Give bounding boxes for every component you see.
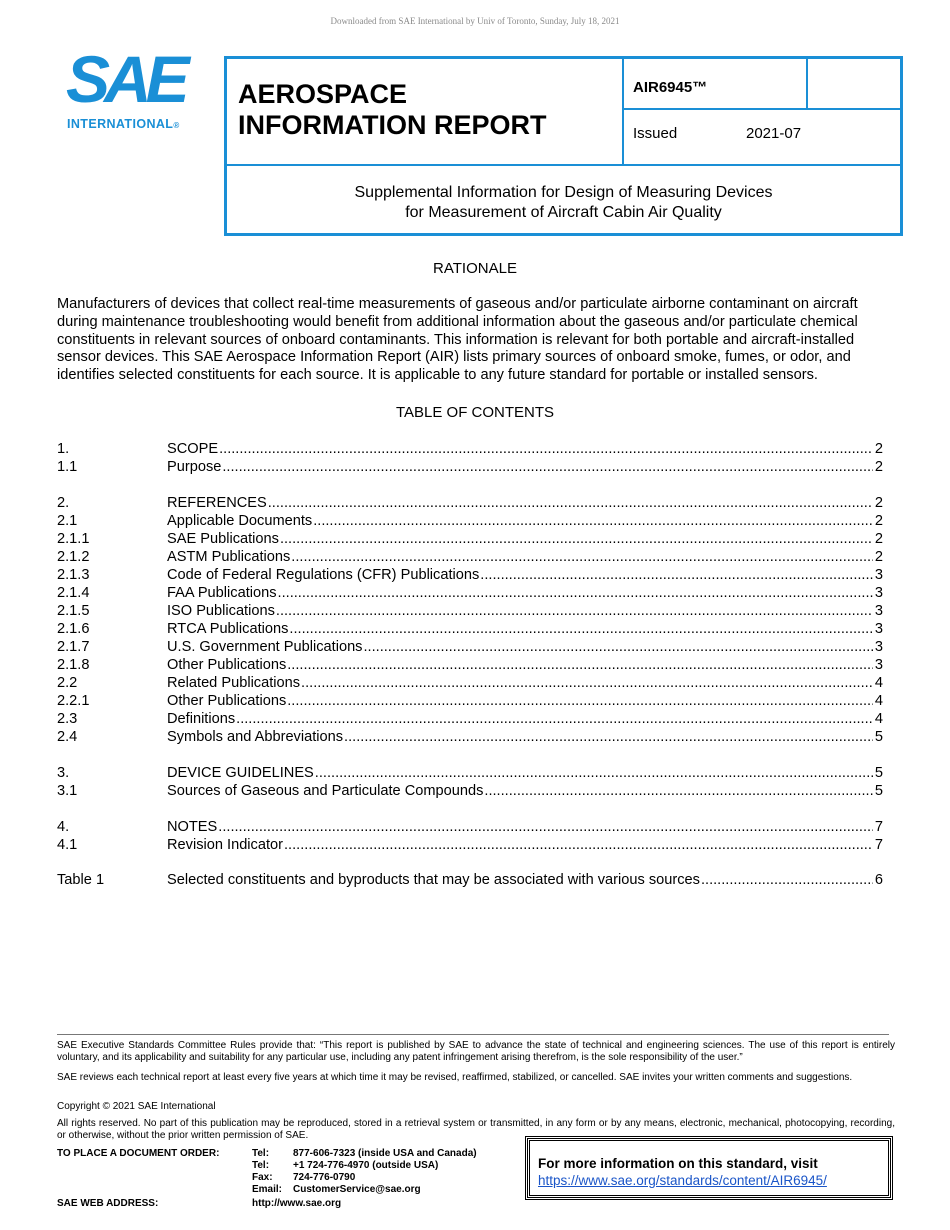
- toc-number: 2.2.1: [57, 693, 90, 709]
- toc-number: 2.1.2: [57, 549, 90, 565]
- logo-subtitle: INTERNATIONAL®: [67, 117, 180, 131]
- review-notice: SAE reviews each technical report at least every five years at which time it may be revised, reaffirmed, stabilized, or cancelled. SAE invites your written comments and suggestions.: [57, 1072, 853, 1083]
- toc-title: RTCA Publications: [167, 621, 289, 637]
- toc-title: Code of Federal Regulations (CFR) Publications: [167, 567, 480, 583]
- toc-leader: [167, 458, 883, 476]
- toc-page-number: 3: [874, 621, 883, 637]
- toc-leader: [167, 764, 883, 782]
- contact-label: Fax:: [252, 1172, 273, 1183]
- blank-cell: [808, 59, 900, 110]
- toc-page-number: 3: [874, 639, 883, 655]
- toc-page-number: 2: [874, 495, 883, 511]
- contact-label: Tel:: [252, 1148, 270, 1159]
- toc-leader: [167, 638, 883, 656]
- logo-wordmark: SAE: [66, 42, 184, 116]
- toc-title: FAA Publications: [167, 585, 277, 601]
- web-label: SAE WEB ADDRESS:: [57, 1198, 159, 1209]
- toc-title: Purpose: [167, 459, 222, 475]
- toc-entry[interactable]: [57, 836, 883, 854]
- toc-leader: [167, 602, 883, 620]
- toc-title: Applicable Documents: [167, 513, 313, 529]
- toc-entry[interactable]: [57, 566, 883, 584]
- toc-number: 3.1: [57, 783, 78, 799]
- toc-entry[interactable]: [57, 584, 883, 602]
- rationale-text: Manufacturers of devices that collect real-time measurements of gaseous and/or particulate airborne contaminant on aircraft during maintenance troubleshooting would benefit from additional information about the gaseous and/or particulate chemical constituents in relevant sources of onboard contaminants. This information is relevant for both portable and aircraft-installed sensor devices. This SAE Aerospace Information Report (AIR) lists primary sources of onboard smoke, fumes, or odor, and identifies selected constituents for each source. It is applicable to any future standard for portable or installed sensors.: [57, 296, 858, 384]
- more-info-box: [527, 1138, 891, 1198]
- toc-leader: [167, 512, 883, 530]
- toc-number: 2.3: [57, 711, 78, 727]
- toc-number: 2.1.8: [57, 657, 90, 673]
- toc-entry[interactable]: [57, 710, 883, 728]
- toc-page-number: 2: [874, 531, 883, 547]
- toc-title: Other Publications: [167, 693, 287, 709]
- issued-date: 2021-07: [746, 125, 802, 142]
- toc-entry[interactable]: [57, 602, 883, 620]
- toc-title: Symbols and Abbreviations: [167, 729, 344, 745]
- toc-page-number: 6: [874, 872, 883, 888]
- toc-leader: [167, 584, 883, 602]
- toc-heading: TABLE OF CONTENTS: [395, 404, 555, 421]
- toc-page-number: 7: [874, 837, 883, 853]
- toc-page-number: 4: [874, 711, 883, 727]
- toc-page-number: 3: [874, 657, 883, 673]
- toc-page-number: 3: [874, 585, 883, 601]
- contact-label: Email:: [252, 1184, 283, 1195]
- toc-leader: [167, 566, 883, 584]
- web-address[interactable]: http://www.sae.org: [252, 1198, 342, 1209]
- toc-leader: [167, 656, 883, 674]
- toc-entry[interactable]: [57, 728, 883, 746]
- toc-entry[interactable]: [57, 782, 883, 800]
- footer-divider: [57, 1034, 889, 1035]
- toc-number: 2.4: [57, 729, 78, 745]
- contact-value[interactable]: CustomerService@sae.org: [293, 1184, 421, 1195]
- toc-title: NOTES: [167, 819, 218, 835]
- toc-title: Selected constituents and byproducts that may be associated with various sources: [167, 872, 700, 888]
- toc-title: Other Publications: [167, 657, 287, 673]
- toc-entry[interactable]: [57, 638, 883, 656]
- more-info-title: For more information on this standard, visit: [538, 1156, 818, 1171]
- toc-leader: [167, 494, 883, 512]
- toc-title: U.S. Government Publications: [167, 639, 363, 655]
- contact-value: +1 724-776-4970 (outside USA): [293, 1160, 439, 1171]
- toc-title: SAE Publications: [167, 531, 279, 547]
- toc-leader: [167, 782, 883, 800]
- document-title: [227, 166, 900, 233]
- toc-number: 3.: [57, 765, 70, 781]
- doc-id-cell: [624, 59, 808, 110]
- toc-number: 2.1.7: [57, 639, 90, 655]
- toc-entry[interactable]: [57, 530, 883, 548]
- toc-entry[interactable]: [57, 656, 883, 674]
- toc-title: SCOPE: [167, 441, 219, 457]
- issued-cell: [624, 110, 900, 166]
- toc-number: Table 1: [57, 872, 105, 888]
- toc-number: 2.2: [57, 675, 78, 691]
- toc-number: 1.1: [57, 459, 78, 475]
- toc-leader: [167, 530, 883, 548]
- download-watermark: Downloaded from SAE International by Univ of Toronto, Sunday, July 18, 2021: [330, 16, 620, 26]
- toc-number: 4.1: [57, 837, 78, 853]
- toc-number: 4.: [57, 819, 70, 835]
- doc-type-line2: INFORMATION REPORT: [238, 110, 547, 140]
- toc-page-number: 2: [874, 441, 883, 457]
- toc-number: 2.1.5: [57, 603, 90, 619]
- contact-label: Tel:: [252, 1160, 270, 1171]
- issued-label: Issued: [633, 125, 678, 142]
- toc-leader: [167, 620, 883, 638]
- toc-leader: [167, 871, 883, 889]
- committee-rules: SAE Executive Standards Committee Rules provide that: “This report is published by SAE to advance the state of technical and engineering sciences. The use of this report is entirely voluntary, and its applicability and suitability for any particular use, including any patent infringement arising therefrom, is the sole responsibility of the user.”: [57, 1040, 895, 1063]
- toc-title: Related Publications: [167, 675, 301, 691]
- toc-entry[interactable]: [57, 440, 883, 458]
- title-line2: for Measurement of Aircraft Cabin Air Quality: [405, 204, 722, 221]
- toc-leader: [167, 836, 883, 854]
- toc-title: DEVICE GUIDELINES: [167, 765, 314, 781]
- doc-type-line1: AEROSPACE: [238, 79, 408, 109]
- toc-leader: [167, 818, 883, 836]
- toc-leader: [167, 692, 883, 710]
- toc-entry[interactable]: [57, 871, 883, 889]
- toc-leader: [167, 674, 883, 692]
- toc-leader: [167, 548, 883, 566]
- toc-title: ISO Publications: [167, 603, 275, 619]
- toc-leader: [167, 440, 883, 458]
- toc-page-number: 5: [874, 765, 883, 781]
- toc-entry[interactable]: [57, 692, 883, 710]
- toc-leader: [167, 728, 883, 746]
- toc-entry[interactable]: [57, 458, 883, 476]
- toc-number: 1.: [57, 441, 70, 457]
- toc-page-number: 7: [874, 819, 883, 835]
- toc-page-number: 2: [874, 549, 883, 565]
- rationale-heading: RATIONALE: [433, 260, 517, 277]
- rights-notice: All rights reserved. No part of this publication may be reproduced, stored in a retrieval system or transmitted, in any form or by any means, electronic, mechanical, photocopying, recording, or otherwise, without the prior written permission of SAE.: [57, 1118, 895, 1141]
- doc-type-cell: [227, 59, 624, 166]
- standard-link[interactable]: https://www.sae.org/standards/content/AIR6945/: [538, 1173, 827, 1188]
- contact-value: 877-606-7323 (inside USA and Canada): [293, 1148, 477, 1159]
- toc-page-number: 5: [874, 729, 883, 745]
- toc-entry[interactable]: [57, 512, 883, 530]
- toc-page-number: 4: [874, 693, 883, 709]
- toc-title: Revision Indicator: [167, 837, 283, 853]
- toc-title: REFERENCES: [167, 495, 267, 511]
- toc-number: 2.1.6: [57, 621, 90, 637]
- toc-page-number: 4: [874, 675, 883, 691]
- toc-page-number: 3: [874, 567, 883, 583]
- order-label: TO PLACE A DOCUMENT ORDER:: [57, 1148, 220, 1159]
- toc-entry[interactable]: [57, 764, 883, 782]
- toc-entry[interactable]: [57, 674, 883, 692]
- toc-number: 2.1.3: [57, 567, 90, 583]
- toc-leader: [167, 710, 883, 728]
- doc-id: AIR6945™: [633, 79, 708, 96]
- toc-page-number: 2: [874, 459, 883, 475]
- toc-entry[interactable]: [57, 494, 883, 512]
- toc-title: Sources of Gaseous and Particulate Compounds: [167, 783, 484, 799]
- contact-value: 724-776-0790: [293, 1172, 356, 1183]
- toc-page-number: 2: [874, 513, 883, 529]
- toc-number: 2.1: [57, 513, 78, 529]
- copyright: Copyright © 2021 SAE International: [57, 1101, 216, 1112]
- document-header: [224, 56, 903, 236]
- toc-title: ASTM Publications: [167, 549, 291, 565]
- toc-entry[interactable]: [57, 818, 883, 836]
- doc-type: [238, 79, 546, 141]
- title-line1: Supplemental Information for Design of Measuring Devices: [354, 184, 773, 201]
- toc-entry[interactable]: [57, 548, 883, 566]
- toc-entry[interactable]: [57, 620, 883, 638]
- toc-page-number: 5: [874, 783, 883, 799]
- toc-number: 2.1.4: [57, 585, 90, 601]
- toc-number: 2.: [57, 495, 70, 511]
- toc-title: Definitions: [167, 711, 236, 727]
- toc-page-number: 3: [874, 603, 883, 619]
- sae-logo: [66, 42, 191, 132]
- toc-number: 2.1.1: [57, 531, 90, 547]
